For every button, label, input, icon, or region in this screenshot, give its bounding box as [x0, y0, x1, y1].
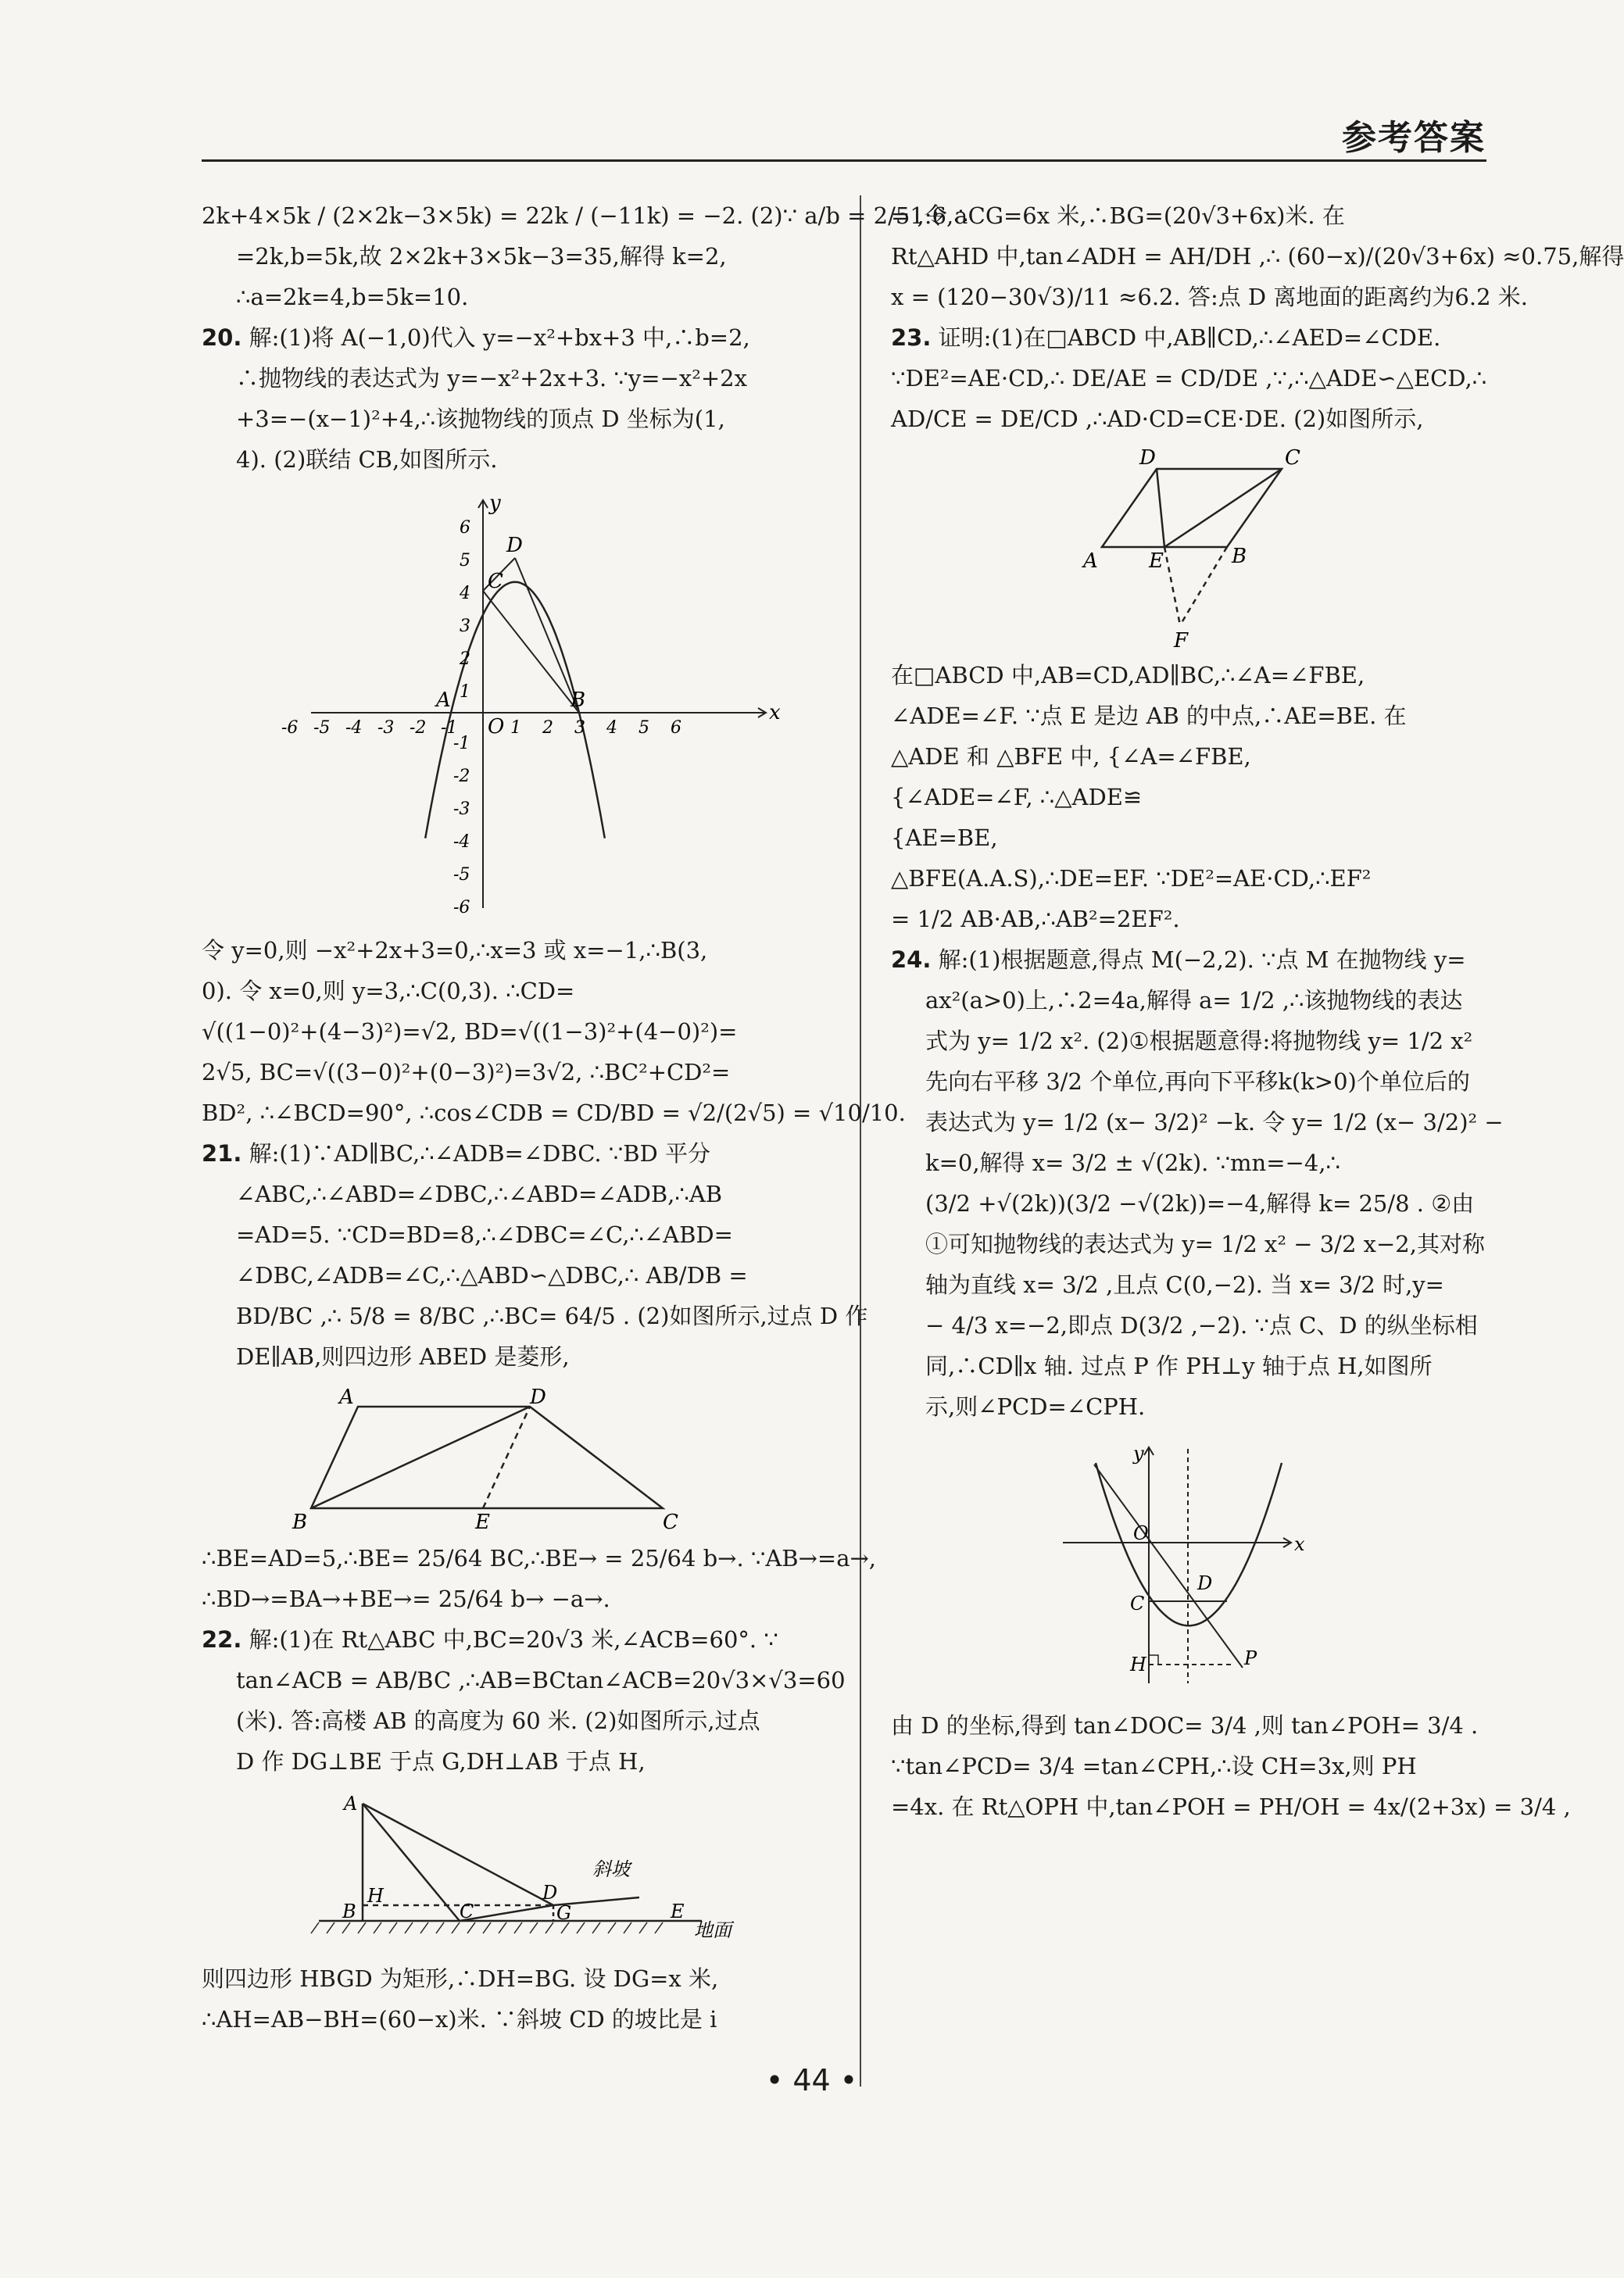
- question-number: 21.: [202, 1140, 242, 1167]
- point-a-label: A: [344, 1793, 358, 1815]
- point-h-label: H: [367, 1885, 384, 1907]
- text-line: 2k+4×5k / (2×2k−3×5k) = 22k / (−11k) = −2. (2)∵ a/b = 2/5 ,令 a: [202, 202, 968, 229]
- text-line: =1:6,∴CG=6x 米,∴BG=(20√3+6x)米. 在: [891, 202, 1345, 229]
- point-a-label: A: [1083, 549, 1098, 573]
- text-line: 式为 y= 1/2 x². (2)①根据题意得:将抛物线 y= 1/2 x²: [925, 1028, 1473, 1054]
- question-number: 20.: [202, 324, 242, 351]
- x-tick-label: 2: [542, 718, 553, 738]
- question-23: [891, 317, 1501, 358]
- text-line: {∠ADE=∠F, ∴△ADE≌: [891, 784, 1143, 810]
- point-e-label: E: [671, 1901, 685, 1922]
- text-line: D 作 DG⊥BE 于点 G,DH⊥AB 于点 H,: [236, 1748, 646, 1775]
- trapezoid-figure: [202, 1383, 833, 1532]
- text-line: 4). (2)联结 CB,如图所示.: [236, 446, 498, 473]
- parabola-pch-figure: [891, 1433, 1501, 1699]
- line-op: [1094, 1464, 1243, 1668]
- text-line: √((1−0)²+(4−3)²)=√2, BD=√((1−3)²+(4−0)²)=: [202, 1018, 738, 1045]
- point-d-label: D: [530, 1386, 546, 1409]
- text-line: ∴BD→=BA→+BE→= 25/64 b→ −a→.: [202, 1586, 610, 1612]
- point-g-label: G: [556, 1902, 572, 1924]
- question-21: [202, 1133, 833, 1174]
- text-line: AD/CE = DE/CD ,∴AD·CD=CE·DE. (2)如图所示,: [891, 406, 1424, 432]
- text-line: ∵tan∠PCD= 3/4 =tan∠CPH,∴设 CH=3x,则 PH: [891, 1753, 1417, 1779]
- text-line: △BFE(A.A.S),∴DE=EF. ∵DE²=AE·CD,∴EF²: [891, 865, 1372, 892]
- text-line: 同,∴CD∥x 轴. 过点 P 作 PH⊥y 轴于点 H,如图所: [925, 1353, 1433, 1379]
- text-line: 证明:(1)在□ABCD 中,AB∥CD,∴∠AED=∠CDE.: [938, 324, 1441, 351]
- parabola-pch-diagram: [891, 1433, 1501, 1699]
- slope-label: 斜坡: [592, 1858, 630, 1880]
- point-d-label: D: [542, 1882, 558, 1904]
- point-d-label: D: [506, 534, 523, 557]
- segment-de: [483, 1407, 530, 1508]
- point-e-label: E: [475, 1511, 490, 1534]
- x-tick-label: 3: [574, 718, 585, 738]
- building-slope-diagram: [202, 1788, 833, 1952]
- y-tick-label: -1: [453, 734, 470, 753]
- y-tick-label: 2: [460, 649, 470, 669]
- point-d-label: D: [1139, 446, 1156, 470]
- origin-label: O: [488, 715, 505, 738]
- page-number: • 44 •: [765, 2063, 858, 2097]
- building-slope-figure: [202, 1788, 833, 1952]
- text-line: ∴BE=AD=5,∴BE= 25/64 BC,∴BE→ = 25/64 b→. ∵AB→=a→,: [202, 1545, 877, 1572]
- point-b-label: B: [571, 688, 586, 712]
- text-line: = 1/2 AB·AB,∴AB²=2EF².: [891, 906, 1180, 932]
- point-a-label: A: [436, 688, 451, 712]
- y-tick-label: 6: [460, 518, 470, 538]
- segment-ce: [1164, 469, 1282, 547]
- right-column: [891, 195, 1624, 1827]
- point-e-label: E: [1149, 549, 1164, 573]
- text-line: ∴抛物线的表达式为 y=−x²+2x+3. ∵y=−x²+2x: [236, 365, 747, 392]
- parabola-graph: [202, 486, 833, 924]
- header-rule: [202, 159, 1486, 162]
- line-ad: [363, 1804, 553, 1905]
- x-tick-label: 4: [606, 718, 617, 738]
- segment-bf: [1180, 547, 1227, 625]
- segment-de: [1157, 469, 1164, 547]
- x-tick-label: -6: [281, 718, 299, 738]
- y-tick-label: -5: [453, 865, 470, 885]
- point-d-label: D: [1197, 1572, 1213, 1594]
- text-line: 令 y=0,则 −x²+2x+3=0,∴x=3 或 x=−1,∴B(3,: [202, 937, 708, 964]
- text-line: (3/2 +√(2k))(3/2 −√(2k))=−4,解得 k= 25/8 . ②由: [925, 1190, 1475, 1217]
- ground-hatching: [311, 1922, 663, 1933]
- point-c-label: C: [663, 1511, 678, 1534]
- text-line: BD², ∴∠BCD=90°, ∴cos∠CDB = CD/BD = √2/(2√5) = √10/10.: [202, 1100, 906, 1126]
- point-b-label: B: [342, 1901, 356, 1922]
- x-tick-label: 5: [639, 718, 649, 738]
- text-line: tan∠ACB = AB/BC ,∴AB=BCtan∠ACB=20√3×√3=60: [236, 1667, 846, 1693]
- text-line: DE∥AB,则四边形 ABED 是菱形,: [236, 1343, 570, 1370]
- text-line: 轴为直线 x= 3/2 ,且点 C(0,−2). 当 x= 3/2 时,y=: [925, 1271, 1444, 1298]
- text-line: Rt△AHD 中,tan∠ADH = AH/DH ,∴ (60−x)/(20√3+6x) ≈0.75,解得: [891, 243, 1624, 270]
- point-f-label: F: [1174, 629, 1189, 653]
- y-tick-label: 1: [460, 682, 470, 702]
- text-line: 在□ABCD 中,AB=CD,AD∥BC,∴∠A=∠FBE,: [891, 662, 1365, 688]
- point-h-label: H: [1130, 1654, 1146, 1675]
- question-20: [202, 317, 833, 358]
- text-line: 示,则∠PCD=∠CPH.: [925, 1393, 1146, 1420]
- question-number: 24.: [891, 946, 932, 973]
- y-tick-label: -6: [453, 898, 470, 917]
- column-divider: [860, 195, 861, 2087]
- x-axis-label: x: [769, 701, 781, 724]
- question-number: 22.: [202, 1626, 242, 1653]
- y-tick-label: -2: [453, 767, 470, 786]
- text-line: k=0,解得 x= 3/2 ± √(2k). ∵mn=−4,∴: [925, 1150, 1340, 1176]
- point-p-label: P: [1244, 1647, 1257, 1669]
- point-c-label: C: [1130, 1593, 1145, 1615]
- text-line: ax²(a>0)上,∴2=4a,解得 a= 1/2 ,∴该抛物线的表达: [925, 987, 1463, 1014]
- text-line: 表达式为 y= 1/2 (x− 3/2)² −k. 令 y= 1/2 (x− 3/2)² −: [925, 1109, 1504, 1135]
- y-axis-label: y: [489, 492, 501, 515]
- parabola-graph-figure: [202, 486, 833, 924]
- x-tick-label: -4: [345, 718, 363, 738]
- x-tick-label: -1: [441, 718, 458, 738]
- text-line: 则四边形 HBGD 为矩形,∴DH=BG. 设 DG=x 米,: [202, 1965, 719, 1992]
- text-line: ∵DE²=AE·CD,∴ DE/AE = CD/DE ,∵,∴△ADE∽△ECD,∴: [891, 365, 1487, 392]
- text-line: 0). 令 x=0,则 y=3,∴C(0,3). ∴CD=: [202, 978, 575, 1004]
- text-line: =AD=5. ∵CD=BD=8,∴∠DBC=∠C,∴∠ABD=: [236, 1221, 733, 1248]
- y-tick-label: -4: [453, 832, 470, 852]
- parallelogram-abcd: [1102, 469, 1282, 547]
- text-line: +3=−(x−1)²+4,∴该抛物线的顶点 D 坐标为(1,: [236, 406, 725, 432]
- point-b-label: B: [292, 1511, 308, 1534]
- point-c-label: C: [1285, 446, 1300, 470]
- text-line: BD/BC ,∴ 5/8 = 8/BC ,∴BC= 64/5 . (2)如图所示,过点 D 作: [236, 1303, 868, 1329]
- text-line: − 4/3 x=−2,即点 D(3/2 ,−2). ∵点 C、D 的纵坐标相: [925, 1312, 1478, 1339]
- text-line: 2√5, BC=√((3−0)²+(0−3)²)=3√2, ∴BC²+CD²=: [202, 1059, 731, 1085]
- trapezoid-diagram: [202, 1383, 833, 1532]
- x-tick-label: -2: [410, 718, 427, 738]
- y-axis-label: y: [1133, 1443, 1144, 1464]
- text-line: (米). 答:高楼 AB 的高度为 60 米. (2)如图所示,过点: [236, 1708, 760, 1734]
- text-line: 解:(1)根据题意,得点 M(−2,2). ∵点 M 在抛物线 y=: [938, 946, 1466, 973]
- x-axis-label: x: [1294, 1533, 1305, 1555]
- parallelogram-diagram: [891, 445, 1501, 653]
- text-line: 解:(1)在 Rt△ABC 中,BC=20√3 米,∠ACB=60°. ∵: [249, 1626, 778, 1653]
- question-24: [891, 939, 1501, 980]
- text-line: =2k,b=5k,故 2×2k+3×5k−3=35,解得 k=2,: [236, 243, 727, 270]
- point-a-label: A: [339, 1386, 354, 1409]
- y-tick-label: -3: [453, 799, 470, 819]
- text-line: ∴AH=AB−BH=(60−x)米. ∵斜坡 CD 的坡比是 i: [202, 2006, 717, 2033]
- x-tick-label: -5: [313, 718, 331, 738]
- trapezoid-abcd: [311, 1407, 663, 1508]
- text-line: =4x. 在 Rt△OPH 中,tan∠POH = PH/OH = 4x/(2+3x) = 3/4 ,: [891, 1793, 1571, 1820]
- x-tick-label: -3: [377, 718, 395, 738]
- right-angle-mark: [1149, 1655, 1158, 1665]
- text-line: △ADE 和 △BFE 中, {∠A=∠FBE,: [891, 743, 1251, 770]
- text-line: 先向右平移 3/2 个单位,再向下平移k(k>0)个单位后的: [925, 1068, 1470, 1095]
- text-line: ①可知抛物线的表达式为 y= 1/2 x² − 3/2 x−2,其对称: [925, 1231, 1485, 1257]
- question-22: [202, 1619, 833, 1660]
- text-line: x = (120−30√3)/11 ≈6.2. 答:点 D 离地面的距离约为6.2 米.: [891, 284, 1528, 310]
- text-line: ∠ADE=∠F. ∵点 E 是边 AB 的中点,∴AE=BE. 在: [891, 703, 1407, 729]
- segment-cb: [483, 591, 579, 713]
- text-line: 由 D 的坐标,得到 tan∠DOC= 3/4 ,则 tan∠POH= 3/4 .: [891, 1712, 1479, 1739]
- ground-label: 地面: [694, 1919, 732, 1941]
- x-tick-label: 6: [671, 718, 681, 738]
- y-tick-label: 4: [460, 584, 470, 603]
- origin-label: O: [1133, 1522, 1149, 1544]
- question-number: 23.: [891, 324, 932, 351]
- text-line: ∠ABC,∴∠ABD=∠DBC,∴∠ABD=∠ADB,∴AB: [236, 1181, 723, 1207]
- point-b-label: B: [1232, 545, 1247, 568]
- page-header-title: 参考答案: [1342, 118, 1486, 158]
- parallelogram-figure: [891, 445, 1501, 653]
- point-c-label: C: [460, 1901, 474, 1922]
- text-line: 解:(1)将 A(−1,0)代入 y=−x²+bx+3 中,∴b=2,: [249, 324, 750, 351]
- diagonal-bd: [311, 1407, 530, 1508]
- text-line: ∠DBC,∠ADB=∠C,∴△ABD∽△DBC,∴ AB/DB =: [236, 1262, 748, 1289]
- y-tick-label: 5: [460, 551, 470, 570]
- text-line: 解:(1)∵AD∥BC,∴∠ADB=∠DBC. ∵BD 平分: [249, 1140, 711, 1167]
- text-line: {AE=BE,: [891, 824, 998, 851]
- segment-ef: [1164, 547, 1180, 625]
- point-c-label: C: [488, 570, 503, 593]
- y-tick-label: 3: [460, 617, 470, 636]
- x-tick-label: 1: [510, 718, 521, 738]
- segment-db: [515, 558, 579, 713]
- text-line: ∴a=2k=4,b=5k=10.: [236, 284, 469, 310]
